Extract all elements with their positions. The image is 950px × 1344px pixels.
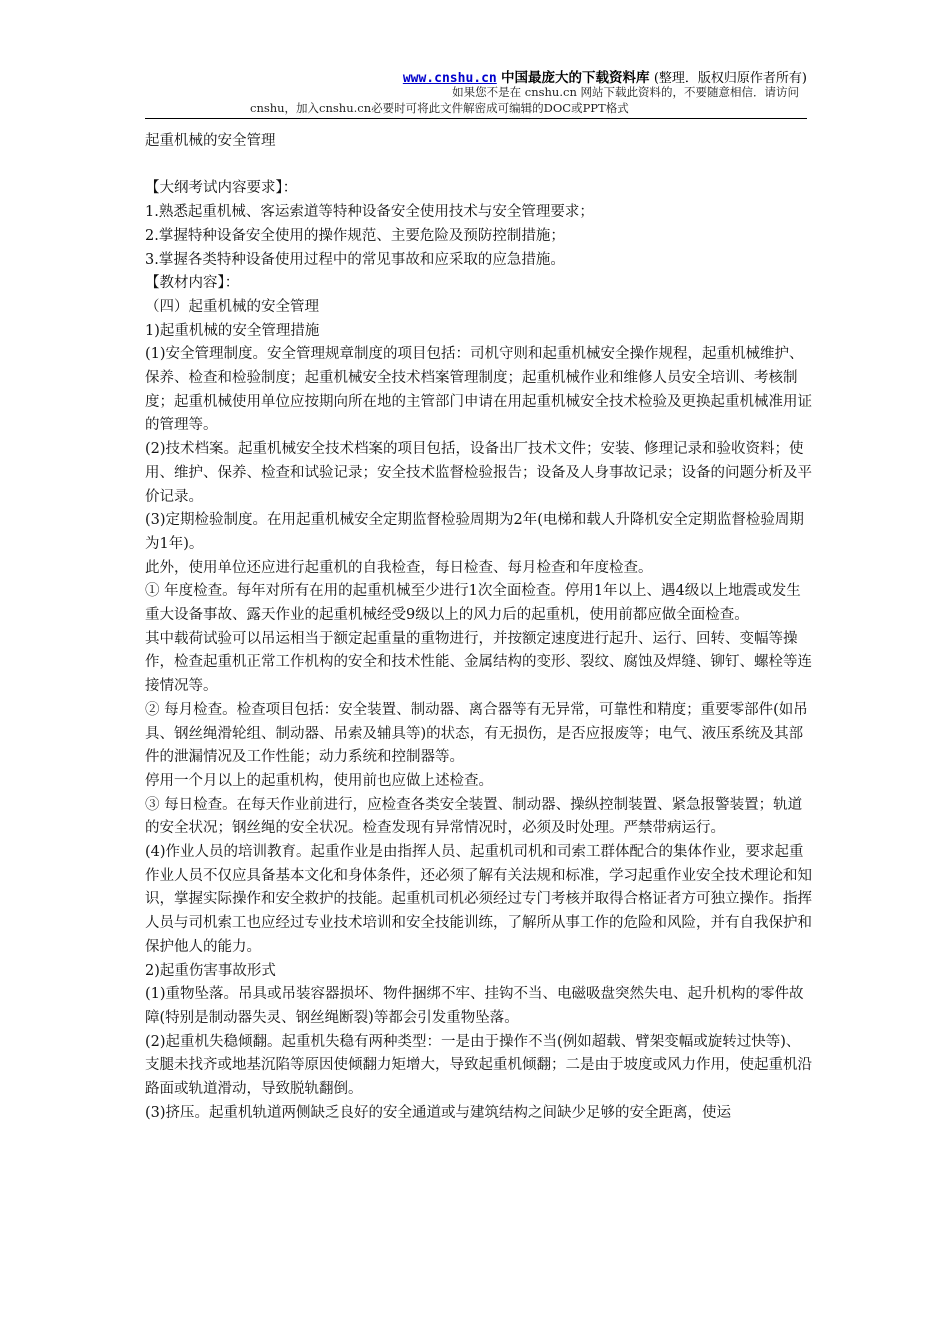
paragraph: (2)起重机失稳倾翻。起重机失稳有两种类型：一是由于操作不当(例如超载、臂架变幅或旋转过快等)、支腿未找齐或地基沉陷等原因使倾翻力矩增大，导致起重机倾翻；二是由于坡度或风力作用，使起重机沿路面或轨道滑动，导致脱轨翻倒。 [145, 1033, 812, 1098]
site-link[interactable]: www.cnshu.cn [402, 71, 497, 86]
paragraph: (1)安全管理制度。安全管理规章制度的项目包括：司机守则和起重机械安全操作规程，起重机械维护、保养、检查和检验制度；起重机械安全技术档案管理制度；起重机械作业和维修人员安全培训、考核制度；起重机械使用单位应按期向所在地的主管部门申请在用起重机械安全技术检验及更换起重机械准用证的管理等。 [145, 346, 812, 434]
paragraph: 1.熟悉起重机械、客运索道等特种设备安全使用技术与安全管理要求； [145, 204, 594, 221]
paragraph: 【教材内容】： [145, 275, 240, 292]
header-banner [403, 66, 807, 86]
header-disclaimer: 如果您不是在 cnshu.cn 网站下载此资料的，不要随意相信．请访问 [452, 85, 799, 99]
paragraph: 2.掌握特种设备安全使用的操作规范、主要危险及预防控制措施； [145, 227, 565, 244]
paragraph: ② 每月检查。检查项目包括：安全装置、制动器、离合器等有无异常，可靠性和精度；重要零部件(如吊具、钢丝绳滑轮组、制动器、吊索及辅具等)的状态，有无损伤，是否应报废等；电气、液压系统及其部件的泄漏情况及工作性能；动力系统和控制器等。 [145, 701, 808, 766]
header-join-note: cnshu，加入cnshu.cn必要时可将此文件解密成可编辑的DOC或PPT格式 [250, 101, 629, 115]
paragraph: (3)挤压。起重机轨道两侧缺乏良好的安全通道或与建筑结构之间缺少足够的安全距离，使运 [145, 1104, 732, 1121]
paragraph: 停用一个月以上的起重机构，使用前也应做上述检查。 [145, 772, 493, 789]
paragraph: (1)重物坠落。吊具或吊装容器损坏、物件捆绑不牢、挂钩不当、电磁吸盘突然失电、起升机构的零件故障(特别是制动器失灵、钢丝绳断裂)等都会引发重物坠落。 [145, 986, 804, 1026]
subsection-heading: 2)起重伤害事故形式 [145, 962, 276, 979]
paragraph: ③ 每日检查。在每天作业前进行，应检查各类安全装置、制动器、操纵控制装置、紧急报警装置；轨道的安全状况；钢丝绳的安全状况。检查发现有异常情况时，必须及时处理。严禁带病运行。 [145, 796, 803, 837]
subsection-heading: 1)起重机械的安全管理措施 [145, 322, 320, 339]
document-title: 起重机械的安全管理 [145, 133, 276, 149]
blank-line [145, 154, 813, 178]
section-heading: （四）起重机械的安全管理 [145, 298, 319, 315]
site-brand: 中国最庞大的下载资料库 [501, 70, 650, 86]
paragraph: 【大纲考试内容要求】： [145, 180, 298, 197]
paragraph: (3)定期检验制度。在用起重机械安全定期监督检验周期为2年(电梯和载人升降机安全定期监督检验周期为1年)。 [145, 512, 804, 552]
document-body [145, 130, 813, 1126]
paragraph: 3.掌握各类特种设备使用过程中的常见事故和应采取的应急措施。 [145, 251, 565, 268]
paragraph: 其中载荷试验可以吊运相当于额定起重量的重物进行，并按额定速度进行起升、运行、回转、变幅等操作，检查起重机正常工作机构的安全和技术性能、金属结构的变形、裂纹、腐蚀及焊缝、铆钉、螺栓等连接情况等。 [145, 630, 812, 695]
paragraph: 此外，使用单位还应进行起重机的自我检查，每日检查、每月检查和年度检查。 [145, 559, 653, 576]
copyright-note: (整理．版权归原作者所有) [653, 71, 807, 86]
paragraph: (4)作业人员的培训教育。起重作业是由指挥人员、起重机司机和司索工群体配合的集体作业，要求起重作业人员不仅应具备基本文化和身体条件，还必须了解有关法规和标准，学习起重作业安全技术理论和知识，掌握实际操作和安全救护的技能。起重机司机必须经过专门考核并取得合格证者方可独立操作。指挥人员与司机索工也应经过专业技术培训和安全技能训练，了解所从事工作的危险和风险，并有自我保护和保护他人的能力。 [145, 844, 812, 955]
paragraph: ① 年度检查。每年对所有在用的起重机械至少进行1次全面检查。停用1年以上、遇4级以上地震或发生重大设备事故、露天作业的起重机械经受9级以上的风力后的起重机，使用前都应做全面检查。 [145, 583, 801, 624]
page-header [145, 66, 807, 119]
paragraph: (2)技术档案。起重机械安全技术档案的项目包括，设备出厂技术文件；安装、修理记录和验收资料；使用、维护、保养、检查和试验记录；安全技术监督检验报告；设备及人身事故记录；设备的问题分析及平价记录。 [145, 441, 812, 505]
